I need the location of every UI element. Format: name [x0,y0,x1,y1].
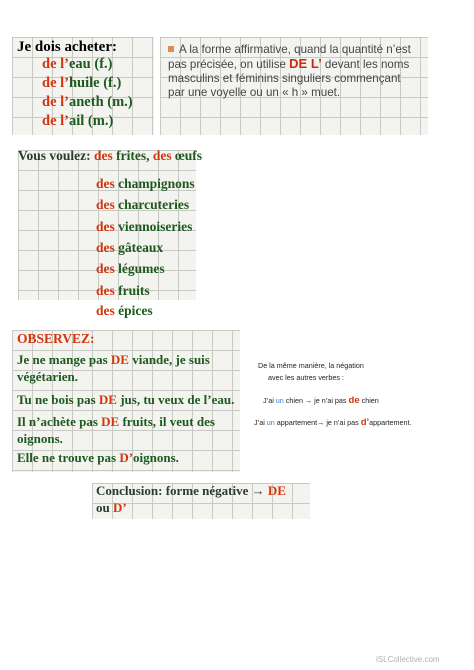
example-sentence: oignons. [17,431,63,446]
rule-text: A la forme affirmative, quand la quantité n’est pas précisée, on utilise DE L’ devant les noms masculins et féminins singuliers commençant par une voyelle ou un « h » muet. [168,43,411,99]
list-item: de l’ail (m.) [42,113,114,129]
list-item: des viennoiseries [96,219,193,234]
list-item: Vous voulez: des frites, des œufs [18,148,203,163]
conclusion-line: ou D’ [96,500,127,515]
example-sentence: Elle ne trouve pas D’oignons. [17,450,179,465]
list-item: des légumes [96,261,165,276]
list-item: des fruits [96,283,150,298]
list-item: des gâteaux [96,240,164,255]
list-item: de l’eau (f.) [42,56,113,72]
side-example: J’ai un appartement→ je n’ai pas d’appartement. [254,417,412,428]
example-sentence: Il n’achète pas DE fruits, il veut des [17,414,215,429]
watermark: iSLCollective.com [376,655,440,664]
vocab-box-de-l [12,37,154,135]
list-item: des charcuteries [96,197,190,212]
bullet-square-icon [168,46,174,52]
grammar-rule-box [160,37,428,135]
side-note-line: De la même manière, la négation [258,361,364,370]
list-item: de l’aneth (m.) [42,94,133,110]
box-heading: Je dois acheter: [17,39,117,55]
vocab-box-des [18,148,203,318]
list-item: de l’huile (f.) [42,75,122,91]
highlight-de-l: DE L’ [289,56,322,71]
side-example: J’ai un chien → je n’ai pas de chien [263,395,379,406]
example-sentence: végétarien. [17,369,79,384]
conclusion-line: Conclusion: forme négative → DE [96,483,286,498]
observez-box [12,330,240,472]
list-item: des champignons [96,176,195,191]
section-title: OBSERVEZ: [17,331,95,346]
example-sentence: Tu ne bois pas DE jus, tu veux de l’eau. [17,392,235,407]
side-note-line: avec les autres verbes : [268,373,344,382]
example-sentence: Je ne mange pas DE viande, je suis [17,352,210,367]
list-item: des épices [96,303,153,318]
conclusion-box [92,483,310,519]
